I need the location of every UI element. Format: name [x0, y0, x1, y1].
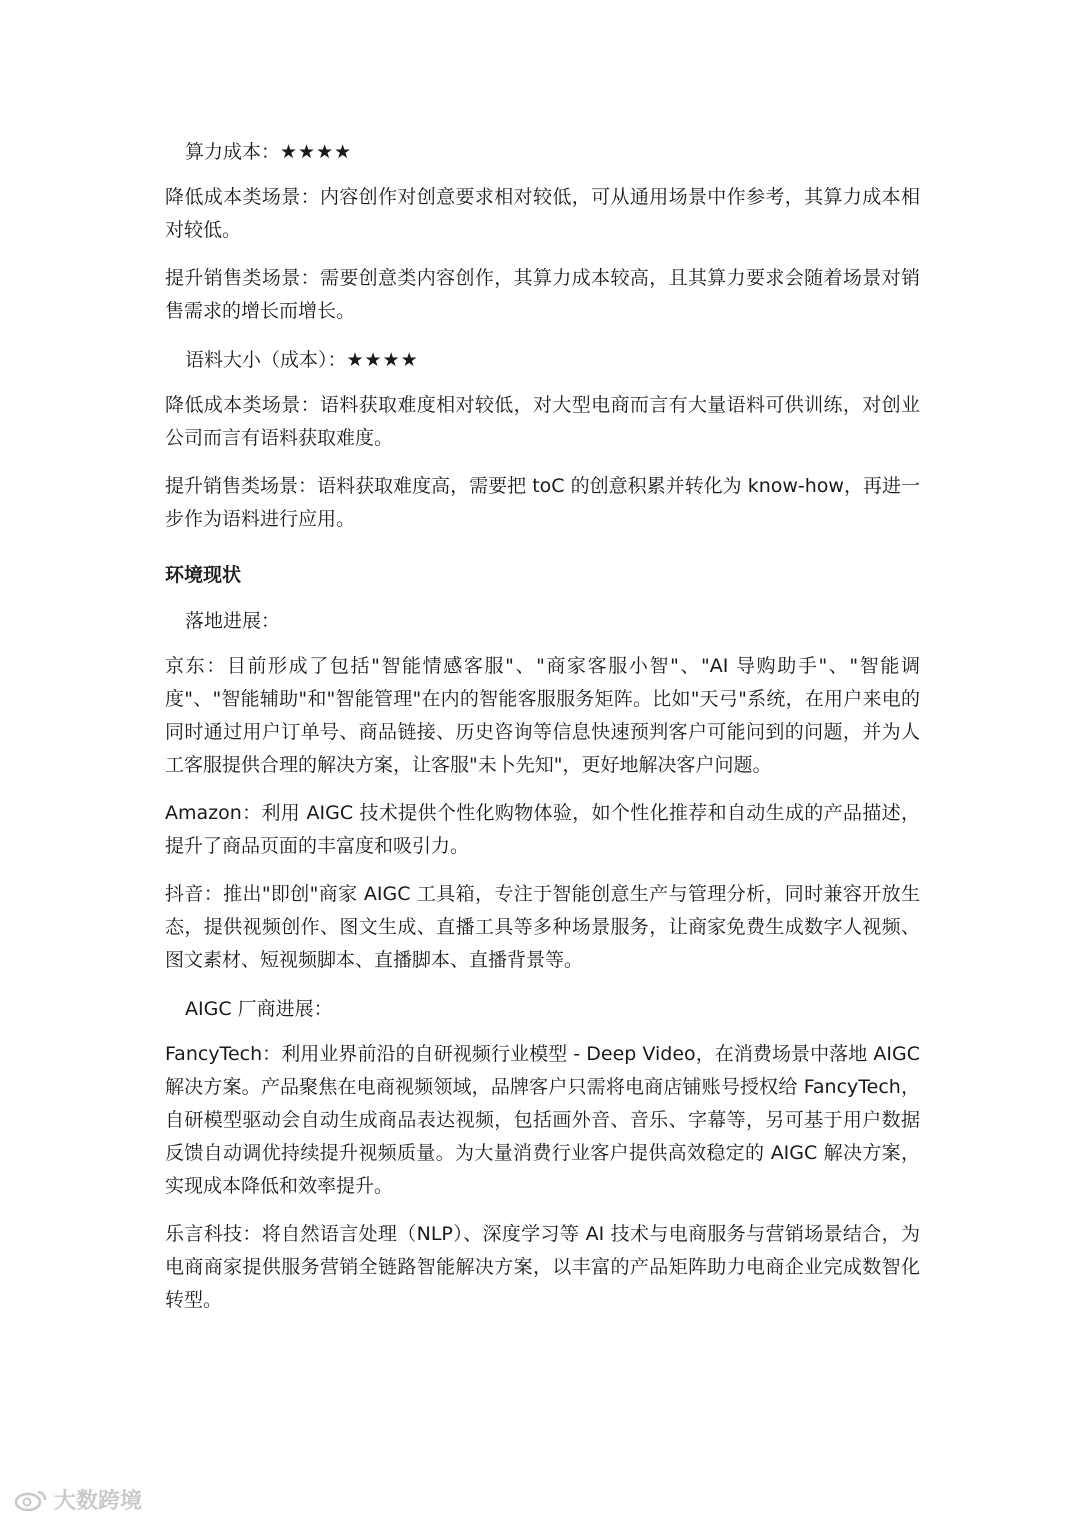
section-title: 环境现状 — [165, 564, 242, 586]
compute-cost-rating — [185, 135, 920, 169]
paragraph-cost-reduction-corpus: 降低成本类场景：语料获取难度相对较低，对大型电商而言有大量语料可供训练，对创业公司而言有语料获取难度。 — [165, 394, 920, 449]
watermark-text: 大数跨境 — [54, 1489, 143, 1514]
compute-cost-stars: ★★★★ — [280, 141, 353, 163]
paragraph-leyan: 乐言科技：将自然语言处理（NLP）、深度学习等 AI 技术与电商服务与营销场景结合，为电商商家提供服务营销全链路智能解决方案，以丰富的产品矩阵助力电商企业完成数智化转型。 — [165, 1223, 920, 1311]
vendor-progress-heading: AIGC 厂商进展： — [185, 998, 333, 1020]
paragraph-sales-boost-compute: 提升销售类场景：需要创意类内容创作，其算力成本较高，且其算力要求会随着场景对销售需求的增长而增长。 — [165, 267, 920, 322]
corpus-cost-rating — [185, 343, 920, 377]
document-body — [165, 135, 920, 1332]
paragraph-jd: 京东：目前形成了包括"智能情感客服"、"商家客服小智"、"AI 导购助手"、"智能调度"、"智能辅助"和"智能管理"在内的智能客服服务矩阵。比如"天弓"系统，在用户来电的同时通过用户订单号、商品链接、历史咨询等信息快速预判客户可能问到的问题，并为人工客服提供合理的解决方案，让客服"未卜先知"，更好地解决客户问题。 — [165, 655, 920, 776]
corpus-cost-stars: ★★★★ — [346, 349, 419, 371]
landing-progress-heading: 落地进展： — [185, 610, 281, 632]
weibo-logo-icon — [14, 1489, 48, 1511]
corpus-cost-label: 语料大小（成本）： — [185, 349, 347, 371]
paragraph-amazon: Amazon：利用 AIGC 技术提供个性化购物体验，如个性化推荐和自动生成的产品描述，提升了商品页面的丰富度和吸引力。 — [165, 802, 920, 857]
paragraph-fancytech: FancyTech：利用业界前沿的自研视频行业模型 - Deep Video，在消费场景中落地 AIGC 解决方案。产品聚焦在电商视频领域，品牌客户只需将电商店铺账号授权给 FancyTech，自研模型驱动会自动生成商品表达视频，包括画外音、音乐、字幕等，另可基于用户数据反馈自动调优持续提升视频质量。为大量消费行业客户提供高效稳定的 AIGC 解决方案，实现成本降低和效率提升。 — [165, 1043, 920, 1197]
compute-cost-label: 算力成本： — [185, 141, 281, 163]
watermark — [14, 1484, 142, 1515]
paragraph-douyin: 抖音：推出"即创"商家 AIGC 工具箱，专注于智能创意生产与管理分析，同时兼容开放生态，提供视频创作、图文生成、直播工具等多种场景服务，让商家免费生成数字人视频、图文素材、短视频脚本、直播脚本、直播背景等。 — [165, 883, 920, 971]
paragraph-sales-boost-corpus: 提升销售类场景：语料获取难度高，需要把 toC 的创意积累并转化为 know-how，再进一步作为语料进行应用。 — [165, 475, 920, 530]
paragraph-cost-reduction-compute: 降低成本类场景：内容创作对创意要求相对较低，可从通用场景中作参考，其算力成本相对较低。 — [165, 186, 920, 241]
